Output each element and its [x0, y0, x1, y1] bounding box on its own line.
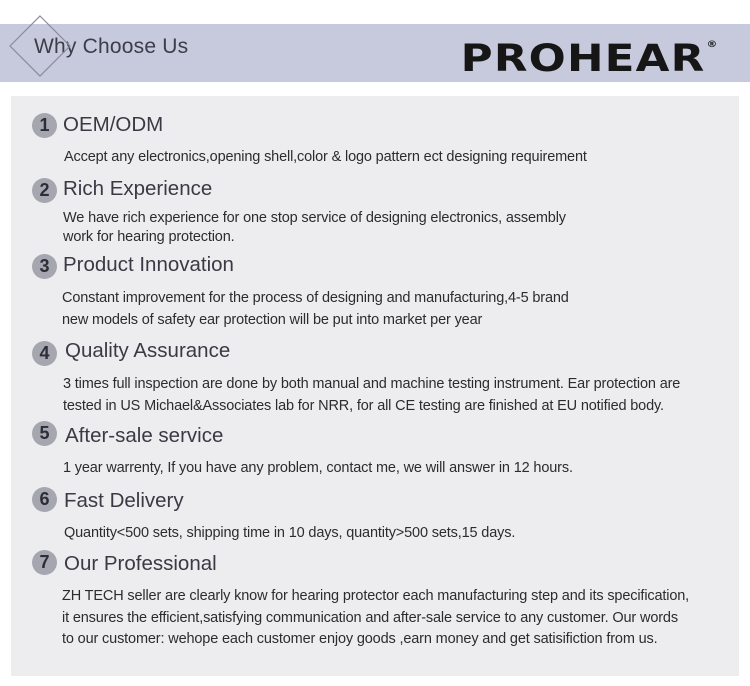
- section-body: [63, 208, 566, 248]
- section-body: [63, 374, 680, 417]
- section-body: [64, 147, 587, 169]
- section-body-line: new models of safety ear protection will be put into market per year: [62, 311, 483, 328]
- section-title: Product Innovation: [63, 253, 234, 276]
- section-title: After-sale service: [65, 424, 224, 447]
- section-number-badge: 1: [32, 113, 57, 138]
- section-body-line: Quantity<500 sets, shipping time in 10 days, quantity>500 sets,15 days.: [64, 525, 516, 541]
- registered-mark: ®: [706, 40, 718, 50]
- section-number-badge: 7: [32, 550, 57, 575]
- section-body-line: to our customer: wehope each customer enjoy goods ,earn money and get satisifiction from us.: [62, 631, 658, 647]
- section-body-line: We have rich experience for one stop service of designing electronics, assembly: [63, 210, 566, 226]
- section-title: OEM/ODM: [63, 113, 164, 136]
- section-body-line: tested in US Michael&Associates lab for NRR, for all CE testing are finished at EU notified body.: [63, 397, 664, 414]
- section-number-badge: 5: [32, 421, 57, 446]
- section-number-badge: 2: [32, 178, 57, 203]
- section-number-badge: 3: [32, 254, 57, 279]
- section-title: Our Professional: [64, 552, 217, 575]
- section-title: Rich Experience: [63, 177, 213, 200]
- section-body-line: Constant improvement for the process of designing and manufacturing,4-5 brand: [62, 290, 569, 306]
- logo-text: PROHEAR: [460, 37, 706, 80]
- section-body-line: it ensures the efficient,satisfying communication and after-sale service to any customer. Our words: [62, 609, 678, 626]
- section-body: [62, 586, 689, 651]
- section-number-badge: 6: [32, 487, 57, 512]
- section-title: Fast Delivery: [64, 489, 184, 512]
- diamond-outline-icon: [8, 14, 72, 78]
- section-body: [64, 523, 515, 545]
- brand-logo: [460, 37, 718, 80]
- section-number-badge: 4: [32, 341, 57, 366]
- page-title: Why Choose Us: [34, 35, 189, 58]
- section-body-line: 3 times full inspection are done by both manual and machine testing instrument. Ear protection are: [63, 376, 681, 392]
- section-body: [62, 288, 569, 331]
- section-body-line: work for hearing protection.: [63, 228, 235, 245]
- section-body-line: ZH TECH seller are clearly know for hearing protector each manufacturing step and its specification,: [62, 588, 690, 604]
- section-body-line: Accept any electronics,opening shell,color & logo pattern ect designing requirement: [64, 149, 587, 165]
- section-body: [63, 458, 573, 480]
- content-panel: [11, 96, 739, 676]
- section-title: Quality Assurance: [65, 339, 231, 362]
- section-body-line: 1 year warrenty, If you have any problem, contact me, we will answer in 12 hours.: [63, 460, 573, 476]
- header-banner: [0, 24, 750, 82]
